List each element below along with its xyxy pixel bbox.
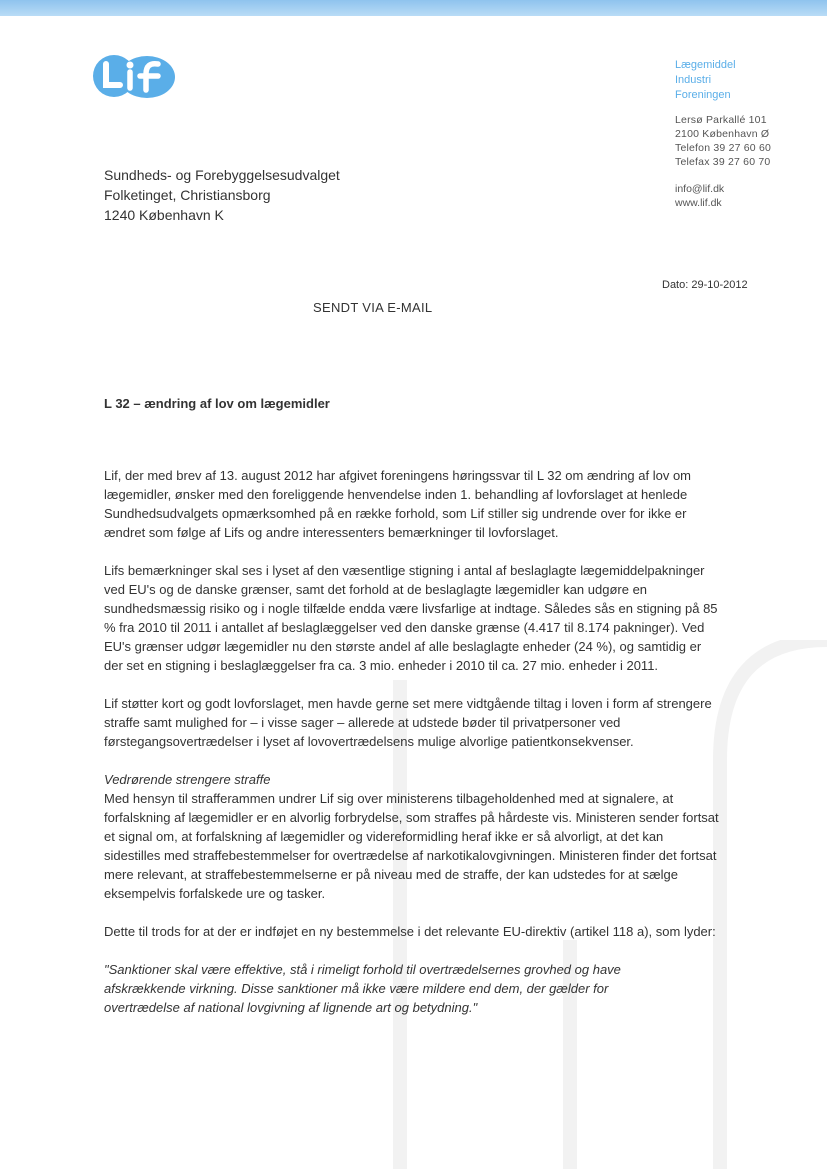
address-line: Lersø Parkallé 101 [675, 114, 767, 126]
body-paragraph: Dette til trods for at der er indføjet en ny bestemmelse i det relevante EU-direktiv (artikel 118 a), som lyder: [104, 924, 716, 939]
body-paragraph: Lif, der med brev af 13. august 2012 har afgivet foreningens høringssvar til L 32 om ændring af lov om lægemidler, ønsker med den foreliggende henvendelse inden 1. behandling af lovforslaget at henlede Sundhedsudvalgets opmærksomhed på en række forhold, som Lif stiller sig undrende over for ikke er ændret som følge af Lifs og andre interessenters bemærkninger til lovforslaget. [104, 468, 692, 540]
body-paragraph: Med hensyn til strafferammen undrer Lif sig over ministerens tilbageholdenhed med at signalere, at forfalskning af lægemidler er en alvorlig forbrydelse, som straffes på hårdeste vis. Ministeren sender fortsat et signal om, at forfalskning af lægemidler og videreformidling heraf ikke er så alvorligt, at det kan sidestilles med straffebestemmelser for overtrædelse af narkotikalovgivningen. Ministeren finder det fortsat mere relevant, at straffebestemmelserne er på niveau med de straffe, der kan udstedes for at sælge eksempelvis forfalskede ure og tasker. [104, 791, 719, 901]
org-line: Foreningen [675, 89, 731, 101]
body-paragraph: Lif støtter kort og godt lovforslaget, men havde gerne set mere vidtgående tiltag i loven i form af strengere straffe samt mulighed for – i visse sager – allerede at udstede bøder til privatpersoner ved førstegangsovertrædelser i lyset af lovovertrædelsens mulige alvorlige patientkonsekvenser. [104, 696, 712, 749]
recipient-line: Sundheds- og Forebyggelsesudvalget [104, 167, 340, 183]
email-line: info@lif.dk [675, 183, 725, 195]
org-line: Industri [675, 74, 712, 86]
recipient-line: 1240 København K [104, 207, 224, 223]
phone-line: Telefon 39 27 60 60 [675, 142, 772, 154]
directive-quote: "Sanktioner skal være effektive, stå i rimeligt forhold til overtrædelsernes grovhed og have afskrækkende virkning. Disse sanktioner må ikke være mildere end dem, der gælder for overtrædelse af national lovgivning af lignende art og betydning." [104, 962, 621, 1015]
organization-name [675, 58, 736, 103]
lif-logo [92, 52, 178, 100]
fax-line: Telefax 39 27 60 70 [675, 156, 771, 168]
sender-address [675, 113, 771, 169]
letter-body [104, 466, 720, 1036]
body-paragraph: Lifs bemærkninger skal ses i lyset af den væsentlige stigning i antal af beslaglagte lægemiddelpakninger ved EU's og de danske grænser, samt det forhold at de beslaglagte lægemidler kan udgøre en sundhedsmæssig risiko og i nogle tilfælde endda være livsfarlige at indtage. Således sås en stigning på 85 % fra 2010 til 2011 i antallet af beslaglæggelser ved den danske grænse (4.417 til 8.174 pakninger). Ved EU's grænser udgør lægemidler nu den største andel af alle beslaglagte enheder (24 %), og samtidig er der set en stigning i beslaglæggelser fra ca. 3 mio. enheder i 2010 til ca. 27 mio. enheder i 2011. [104, 563, 718, 673]
org-line: Lægemiddel [675, 59, 736, 71]
letter-subject: L 32 – ændring af lov om lægemidler [104, 396, 330, 411]
address-line: 2100 København Ø [675, 128, 770, 140]
letter-date: Dato: 29-10-2012 [662, 279, 748, 291]
recipient-line: Folketinget, Christiansborg [104, 187, 271, 203]
top-color-bar [0, 0, 827, 16]
section-heading: Vedrørende strengere straffe [104, 772, 271, 787]
sent-via-label: SENDT VIA E-MAIL [313, 300, 433, 315]
web-line: www.lif.dk [675, 197, 722, 209]
recipient-address [104, 165, 340, 225]
sender-contact [675, 182, 724, 210]
